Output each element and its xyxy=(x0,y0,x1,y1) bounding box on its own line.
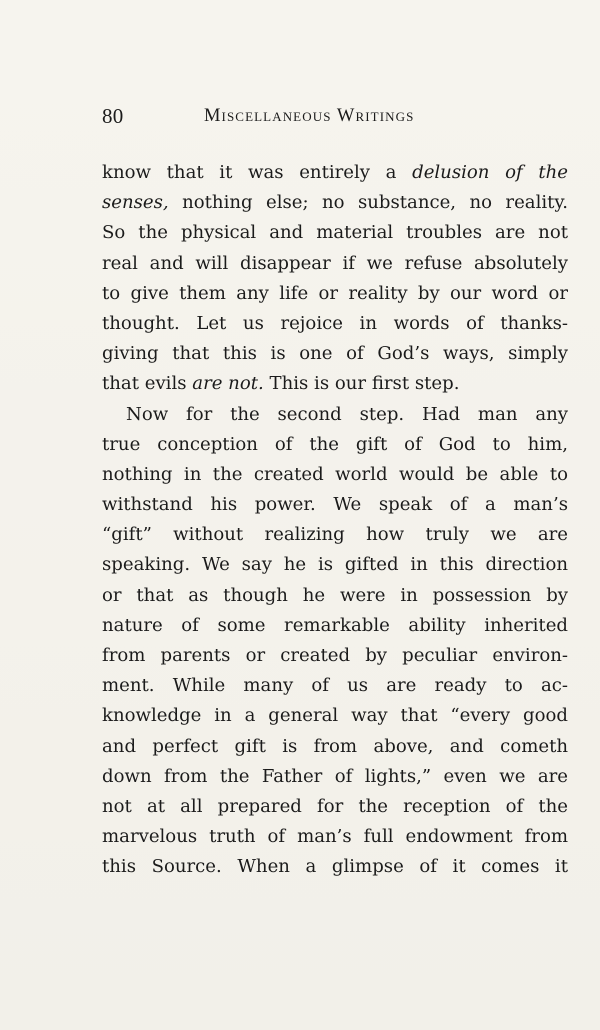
text-line xyxy=(102,279,568,309)
text-span: thought. Let us rejoice in words of thanks- xyxy=(102,312,568,334)
text-span: that evils xyxy=(102,373,193,395)
text-span: down from the Father of lights,” even we are xyxy=(102,765,568,787)
text-line xyxy=(102,430,568,460)
text-line xyxy=(102,520,568,550)
text-line xyxy=(102,400,568,430)
text-line xyxy=(102,671,568,701)
text-line xyxy=(102,822,568,852)
text-span: This is our first step. xyxy=(263,373,460,395)
text-span: giving that this is one of God’s ways, simply xyxy=(102,343,568,365)
text-span: and perfect gift is from above, and cometh xyxy=(102,735,568,757)
text-line xyxy=(102,490,568,520)
text-span: marvelous truth of man’s full endowment from xyxy=(102,826,568,848)
text-line xyxy=(102,309,568,339)
text-span: ment. While many of us are ready to ac- xyxy=(102,675,568,697)
italic-text: delusion of the xyxy=(412,162,568,183)
text-line xyxy=(102,732,568,762)
text-span: or that as though he were in possession by xyxy=(102,584,568,606)
text-span: So the physical and material troubles are not xyxy=(102,222,568,244)
text-span: from parents or created by peculiar environ- xyxy=(102,645,568,666)
text-span: know that it was entirely a xyxy=(102,162,413,183)
text-line xyxy=(102,762,568,792)
text-span: true conception of the gift of God to him, xyxy=(102,433,568,455)
body-text xyxy=(102,158,568,883)
italic-text: senses, xyxy=(102,192,169,214)
page-number: 80 xyxy=(102,104,124,128)
text-span: speaking. We say he is gifted in this direction xyxy=(102,554,568,576)
text-span: withstand his power. We speak of a man’s xyxy=(102,494,568,516)
text-span: not at all prepared for the reception of the xyxy=(102,795,568,817)
text-span: knowledge in a general way that “every good xyxy=(102,705,568,727)
text-line xyxy=(102,581,568,611)
text-line xyxy=(102,852,568,882)
text-line xyxy=(102,611,568,641)
text-line xyxy=(102,792,568,822)
running-title: Miscellaneous Writings xyxy=(204,106,415,126)
text-line xyxy=(102,701,568,731)
text-line xyxy=(102,158,568,188)
text-span: this Source. When a glimpse of it comes it xyxy=(102,856,568,878)
text-line xyxy=(102,339,568,369)
text-line xyxy=(102,249,568,279)
text-span: “gift” without realizing how truly we are xyxy=(102,524,568,546)
text-span: to give them any life or reality by our word or xyxy=(102,282,568,304)
text-line xyxy=(102,369,568,399)
text-span: real and will disappear if we refuse absolutely xyxy=(102,252,568,274)
running-head xyxy=(102,100,500,132)
text-span: nature of some remarkable ability inherited xyxy=(102,614,568,636)
text-span: nothing in the created world would be able to xyxy=(102,463,568,485)
italic-text: are not. xyxy=(192,373,264,395)
text-line xyxy=(102,188,568,218)
text-line xyxy=(102,641,568,671)
text-line xyxy=(102,218,568,248)
text-line xyxy=(102,550,568,580)
text-span: Now for the second step. Had man any xyxy=(126,403,568,425)
text-span: nothing else; no substance, no reality. xyxy=(168,192,568,214)
text-line xyxy=(102,460,568,490)
